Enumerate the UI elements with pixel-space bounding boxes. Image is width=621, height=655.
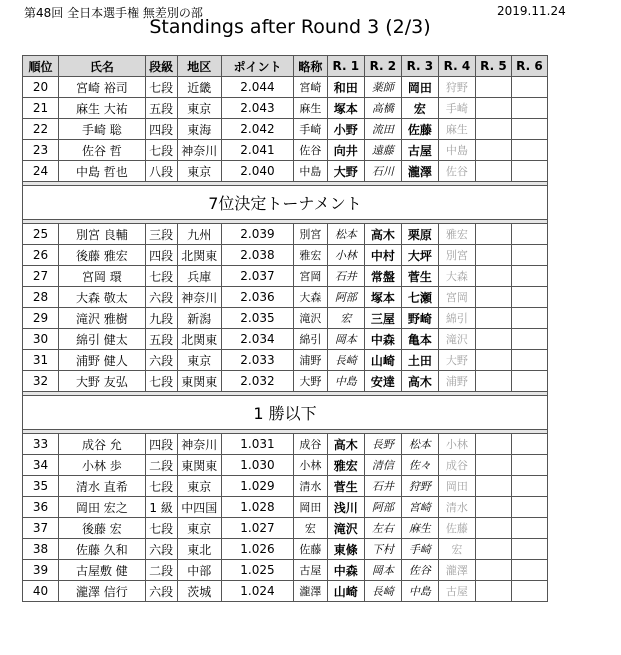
round-3-cell: 栗原 (401, 224, 438, 245)
round-1-cell: 宏 (327, 308, 364, 329)
region-cell: 神奈川 (177, 287, 221, 308)
standings-table (22, 55, 548, 602)
points-cell: 2.043 (221, 98, 293, 119)
round-1-cell: 大野 (327, 161, 364, 182)
rank-cell: 31 (23, 350, 59, 371)
round-6-cell (511, 581, 547, 602)
dan-cell: 八段 (145, 161, 177, 182)
points-cell: 1.031 (221, 434, 293, 455)
round-3-cell: 七瀬 (401, 287, 438, 308)
round-4-cell: 大野 (438, 350, 475, 371)
round-5-cell (475, 119, 511, 140)
points-cell: 1.029 (221, 476, 293, 497)
region-cell: 北関東 (177, 245, 221, 266)
dan-cell: 1 級 (145, 497, 177, 518)
dan-cell: 二段 (145, 455, 177, 476)
name-cell: 岡田 宏之 (58, 497, 145, 518)
rank-cell: 22 (23, 119, 59, 140)
round-2-cell: 長崎 (364, 581, 401, 602)
col-abbr: 略称 (293, 56, 327, 77)
rank-cell: 23 (23, 140, 59, 161)
round-4-cell: 佐谷 (438, 161, 475, 182)
round-5-cell (475, 98, 511, 119)
name-cell: 別宮 良輔 (58, 224, 145, 245)
round-6-cell (511, 161, 547, 182)
region-cell: 九州 (177, 224, 221, 245)
round-6-cell (511, 224, 547, 245)
round-1-cell: 高木 (327, 434, 364, 455)
round-3-cell: 宮崎 (401, 497, 438, 518)
table-row (23, 224, 548, 245)
points-cell: 2.038 (221, 245, 293, 266)
name-cell: 宮崎 裕司 (58, 77, 145, 98)
name-cell: 小林 歩 (58, 455, 145, 476)
round-2-cell: 安達 (364, 371, 401, 392)
table-row (23, 140, 548, 161)
table-row (23, 371, 548, 392)
rank-cell: 29 (23, 308, 59, 329)
region-cell: 近畿 (177, 77, 221, 98)
round-6-cell (511, 266, 547, 287)
round-5-cell (475, 455, 511, 476)
table-row (23, 266, 548, 287)
header-row (23, 56, 548, 77)
abbr-cell: 浦野 (293, 350, 327, 371)
rank-cell: 21 (23, 98, 59, 119)
round-6-cell (511, 140, 547, 161)
round-2-cell: 岡本 (364, 560, 401, 581)
round-2-cell: 中村 (364, 245, 401, 266)
round-1-cell: 中森 (327, 560, 364, 581)
round-5-cell (475, 350, 511, 371)
abbr-cell: 佐谷 (293, 140, 327, 161)
round-6-cell (511, 497, 547, 518)
table-row (23, 350, 548, 371)
round-6-cell (511, 476, 547, 497)
name-cell: 麻生 大祐 (58, 98, 145, 119)
round-1-cell: 長崎 (327, 350, 364, 371)
section-title: 1 勝以下 (23, 396, 548, 430)
round-2-cell: 塚本 (364, 287, 401, 308)
col-r3: R. 3 (401, 56, 438, 77)
round-3-cell: 土田 (401, 350, 438, 371)
round-4-cell: 狩野 (438, 77, 475, 98)
dan-cell: 七段 (145, 266, 177, 287)
name-cell: 清水 直希 (58, 476, 145, 497)
abbr-cell: 岡田 (293, 497, 327, 518)
round-4-cell: 佐藤 (438, 518, 475, 539)
round-2-cell: 高木 (364, 224, 401, 245)
name-cell: 成谷 允 (58, 434, 145, 455)
abbr-cell: 小林 (293, 455, 327, 476)
round-1-cell: 向井 (327, 140, 364, 161)
round-3-cell: 岡田 (401, 77, 438, 98)
round-1-cell: 和田 (327, 77, 364, 98)
points-cell: 1.028 (221, 497, 293, 518)
round-5-cell (475, 224, 511, 245)
abbr-cell: 大野 (293, 371, 327, 392)
section-title: 7位決定トーナメント (23, 186, 548, 220)
round-6-cell (511, 350, 547, 371)
round-5-cell (475, 308, 511, 329)
round-3-cell: 瀧澤 (401, 161, 438, 182)
round-5-cell (475, 140, 511, 161)
name-cell: 綿引 健太 (58, 329, 145, 350)
round-2-cell: 石川 (364, 161, 401, 182)
round-4-cell: 滝沢 (438, 329, 475, 350)
region-cell: 北関東 (177, 329, 221, 350)
round-6-cell (511, 308, 547, 329)
round-6-cell (511, 434, 547, 455)
rank-cell: 37 (23, 518, 59, 539)
points-cell: 2.039 (221, 224, 293, 245)
region-cell: 東関東 (177, 455, 221, 476)
round-4-cell: 清水 (438, 497, 475, 518)
round-5-cell (475, 518, 511, 539)
round-1-cell: 雅宏 (327, 455, 364, 476)
table-row (23, 161, 548, 182)
table-row (23, 539, 548, 560)
abbr-cell: 大森 (293, 287, 327, 308)
rank-cell: 38 (23, 539, 59, 560)
dan-cell: 二段 (145, 560, 177, 581)
name-cell: 佐藤 久和 (58, 539, 145, 560)
round-5-cell (475, 329, 511, 350)
round-4-cell: 成谷 (438, 455, 475, 476)
event-name: 第48回 全日本選手権 無差別の部 (24, 6, 203, 20)
round-3-cell: 松本 (401, 434, 438, 455)
round-3-cell: 菅生 (401, 266, 438, 287)
region-cell: 茨城 (177, 581, 221, 602)
dan-cell: 五段 (145, 98, 177, 119)
round-6-cell (511, 539, 547, 560)
round-4-cell: 綿引 (438, 308, 475, 329)
round-4-cell: 別宮 (438, 245, 475, 266)
round-6-cell (511, 245, 547, 266)
name-cell: 大野 友弘 (58, 371, 145, 392)
round-5-cell (475, 434, 511, 455)
name-cell: 佐谷 哲 (58, 140, 145, 161)
rank-cell: 28 (23, 287, 59, 308)
round-6-cell (511, 560, 547, 581)
round-6-cell (511, 287, 547, 308)
col-name: 氏名 (58, 56, 145, 77)
points-cell: 2.040 (221, 161, 293, 182)
round-4-cell: 古屋 (438, 581, 475, 602)
round-3-cell: 大坪 (401, 245, 438, 266)
round-3-cell: 佐藤 (401, 119, 438, 140)
round-4-cell: 大森 (438, 266, 475, 287)
dan-cell: 七段 (145, 77, 177, 98)
dan-cell: 六段 (145, 350, 177, 371)
rank-cell: 20 (23, 77, 59, 98)
abbr-cell: 瀧澤 (293, 581, 327, 602)
rank-cell: 24 (23, 161, 59, 182)
name-cell: 滝沢 雅樹 (58, 308, 145, 329)
rank-cell: 35 (23, 476, 59, 497)
section-header (23, 186, 548, 220)
col-r1: R. 1 (327, 56, 364, 77)
name-cell: 中島 哲也 (58, 161, 145, 182)
region-cell: 東北 (177, 539, 221, 560)
name-cell: 浦野 健人 (58, 350, 145, 371)
round-4-cell: 中島 (438, 140, 475, 161)
rank-cell: 36 (23, 497, 59, 518)
round-1-cell: 岡本 (327, 329, 364, 350)
round-3-cell: 佐々 (401, 455, 438, 476)
section-header (23, 396, 548, 430)
round-5-cell (475, 371, 511, 392)
dan-cell: 九段 (145, 308, 177, 329)
region-cell: 東京 (177, 350, 221, 371)
round-2-cell: 薬師 (364, 77, 401, 98)
round-2-cell: 清信 (364, 455, 401, 476)
round-5-cell (475, 560, 511, 581)
rank-cell: 32 (23, 371, 59, 392)
round-5-cell (475, 539, 511, 560)
abbr-cell: 成谷 (293, 434, 327, 455)
points-cell: 1.026 (221, 539, 293, 560)
round-5-cell (475, 161, 511, 182)
rank-cell: 34 (23, 455, 59, 476)
dan-cell: 五段 (145, 329, 177, 350)
points-cell: 2.032 (221, 371, 293, 392)
round-3-cell: 狩野 (401, 476, 438, 497)
region-cell: 東関東 (177, 371, 221, 392)
name-cell: 後藤 宏 (58, 518, 145, 539)
round-1-cell: 小野 (327, 119, 364, 140)
table-row (23, 434, 548, 455)
round-2-cell: 常盤 (364, 266, 401, 287)
table-row (23, 329, 548, 350)
round-6-cell (511, 455, 547, 476)
dan-cell: 七段 (145, 140, 177, 161)
round-4-cell: 麻生 (438, 119, 475, 140)
region-cell: 東海 (177, 119, 221, 140)
round-1-cell: 中島 (327, 371, 364, 392)
points-cell: 2.036 (221, 287, 293, 308)
points-cell: 1.027 (221, 518, 293, 539)
col-rank: 順位 (23, 56, 59, 77)
round-2-cell: 長野 (364, 434, 401, 455)
round-6-cell (511, 98, 547, 119)
abbr-cell: 麻生 (293, 98, 327, 119)
round-5-cell (475, 245, 511, 266)
abbr-cell: 宏 (293, 518, 327, 539)
table-row (23, 476, 548, 497)
table-row (23, 119, 548, 140)
round-3-cell: 古屋 (401, 140, 438, 161)
dan-cell: 四段 (145, 119, 177, 140)
round-4-cell: 手崎 (438, 98, 475, 119)
rank-cell: 39 (23, 560, 59, 581)
dan-cell: 四段 (145, 245, 177, 266)
round-1-cell: 菅生 (327, 476, 364, 497)
round-1-cell: 小林 (327, 245, 364, 266)
col-dan: 段級 (145, 56, 177, 77)
points-cell: 2.042 (221, 119, 293, 140)
points-cell: 2.034 (221, 329, 293, 350)
points-cell: 2.044 (221, 77, 293, 98)
rank-cell: 40 (23, 581, 59, 602)
round-4-cell: 瀧澤 (438, 560, 475, 581)
round-3-cell: 手崎 (401, 539, 438, 560)
col-region: 地区 (177, 56, 221, 77)
dan-cell: 七段 (145, 476, 177, 497)
round-2-cell: 山崎 (364, 350, 401, 371)
round-6-cell (511, 518, 547, 539)
round-5-cell (475, 476, 511, 497)
round-6-cell (511, 329, 547, 350)
round-4-cell: 浦野 (438, 371, 475, 392)
round-1-cell: 滝沢 (327, 518, 364, 539)
region-cell: 東京 (177, 518, 221, 539)
round-4-cell: 岡田 (438, 476, 475, 497)
points-cell: 2.033 (221, 350, 293, 371)
dan-cell: 七段 (145, 371, 177, 392)
name-cell: 古屋敷 健 (58, 560, 145, 581)
points-cell: 1.024 (221, 581, 293, 602)
table-row (23, 77, 548, 98)
round-2-cell: 三屋 (364, 308, 401, 329)
round-1-cell: 山崎 (327, 581, 364, 602)
abbr-cell: 清水 (293, 476, 327, 497)
abbr-cell: 佐藤 (293, 539, 327, 560)
region-cell: 神奈川 (177, 434, 221, 455)
round-2-cell: 石井 (364, 476, 401, 497)
region-cell: 東京 (177, 161, 221, 182)
col-r2: R. 2 (364, 56, 401, 77)
rank-cell: 27 (23, 266, 59, 287)
round-3-cell: 高木 (401, 371, 438, 392)
page-title: Standings after Round 3 (2/3) (149, 16, 431, 38)
region-cell: 東京 (177, 476, 221, 497)
round-4-cell: 宏 (438, 539, 475, 560)
round-3-cell: 亀本 (401, 329, 438, 350)
dan-cell: 六段 (145, 581, 177, 602)
rank-cell: 30 (23, 329, 59, 350)
round-1-cell: 石井 (327, 266, 364, 287)
table-row (23, 455, 548, 476)
region-cell: 中部 (177, 560, 221, 581)
points-cell: 2.035 (221, 308, 293, 329)
name-cell: 大森 敬太 (58, 287, 145, 308)
abbr-cell: 宮岡 (293, 266, 327, 287)
round-3-cell: 佐谷 (401, 560, 438, 581)
points-cell: 1.030 (221, 455, 293, 476)
table-row (23, 581, 548, 602)
col-r4: R. 4 (438, 56, 475, 77)
rank-cell: 33 (23, 434, 59, 455)
dan-cell: 七段 (145, 518, 177, 539)
dan-cell: 六段 (145, 539, 177, 560)
region-cell: 新潟 (177, 308, 221, 329)
dan-cell: 四段 (145, 434, 177, 455)
table-row (23, 287, 548, 308)
table-row (23, 497, 548, 518)
round-5-cell (475, 77, 511, 98)
abbr-cell: 宮崎 (293, 77, 327, 98)
round-4-cell: 雅宏 (438, 224, 475, 245)
round-2-cell: 流田 (364, 119, 401, 140)
round-2-cell: 中森 (364, 329, 401, 350)
round-4-cell: 小林 (438, 434, 475, 455)
dan-cell: 三段 (145, 224, 177, 245)
region-cell: 神奈川 (177, 140, 221, 161)
round-1-cell: 松本 (327, 224, 364, 245)
round-3-cell: 麻生 (401, 518, 438, 539)
abbr-cell: 別宮 (293, 224, 327, 245)
event-date: 2019.11.24 (497, 4, 566, 18)
round-5-cell (475, 287, 511, 308)
round-2-cell: 左右 (364, 518, 401, 539)
abbr-cell: 手崎 (293, 119, 327, 140)
round-2-cell: 下村 (364, 539, 401, 560)
table-row (23, 518, 548, 539)
table-row (23, 560, 548, 581)
name-cell: 手崎 聡 (58, 119, 145, 140)
region-cell: 兵庫 (177, 266, 221, 287)
rank-cell: 26 (23, 245, 59, 266)
abbr-cell: 雅宏 (293, 245, 327, 266)
name-cell: 宮岡 環 (58, 266, 145, 287)
round-2-cell: 阿部 (364, 497, 401, 518)
col-points: ポイント (221, 56, 293, 77)
round-6-cell (511, 371, 547, 392)
region-cell: 東京 (177, 98, 221, 119)
round-1-cell: 塚本 (327, 98, 364, 119)
abbr-cell: 古屋 (293, 560, 327, 581)
name-cell: 瀧澤 信行 (58, 581, 145, 602)
abbr-cell: 綿引 (293, 329, 327, 350)
round-2-cell: 高橋 (364, 98, 401, 119)
round-6-cell (511, 119, 547, 140)
round-5-cell (475, 497, 511, 518)
round-4-cell: 宮岡 (438, 287, 475, 308)
col-r6: R. 6 (511, 56, 547, 77)
points-cell: 2.037 (221, 266, 293, 287)
table-row (23, 245, 548, 266)
dan-cell: 六段 (145, 287, 177, 308)
table-row (23, 308, 548, 329)
region-cell: 中四国 (177, 497, 221, 518)
round-5-cell (475, 581, 511, 602)
table-row (23, 98, 548, 119)
rank-cell: 25 (23, 224, 59, 245)
round-3-cell: 中島 (401, 581, 438, 602)
col-r5: R. 5 (475, 56, 511, 77)
round-5-cell (475, 266, 511, 287)
round-2-cell: 遠藤 (364, 140, 401, 161)
round-6-cell (511, 77, 547, 98)
points-cell: 2.041 (221, 140, 293, 161)
abbr-cell: 滝沢 (293, 308, 327, 329)
points-cell: 1.025 (221, 560, 293, 581)
round-1-cell: 浅川 (327, 497, 364, 518)
name-cell: 後藤 雅宏 (58, 245, 145, 266)
round-3-cell: 宏 (401, 98, 438, 119)
round-1-cell: 東條 (327, 539, 364, 560)
abbr-cell: 中島 (293, 161, 327, 182)
round-1-cell: 阿部 (327, 287, 364, 308)
round-3-cell: 野崎 (401, 308, 438, 329)
